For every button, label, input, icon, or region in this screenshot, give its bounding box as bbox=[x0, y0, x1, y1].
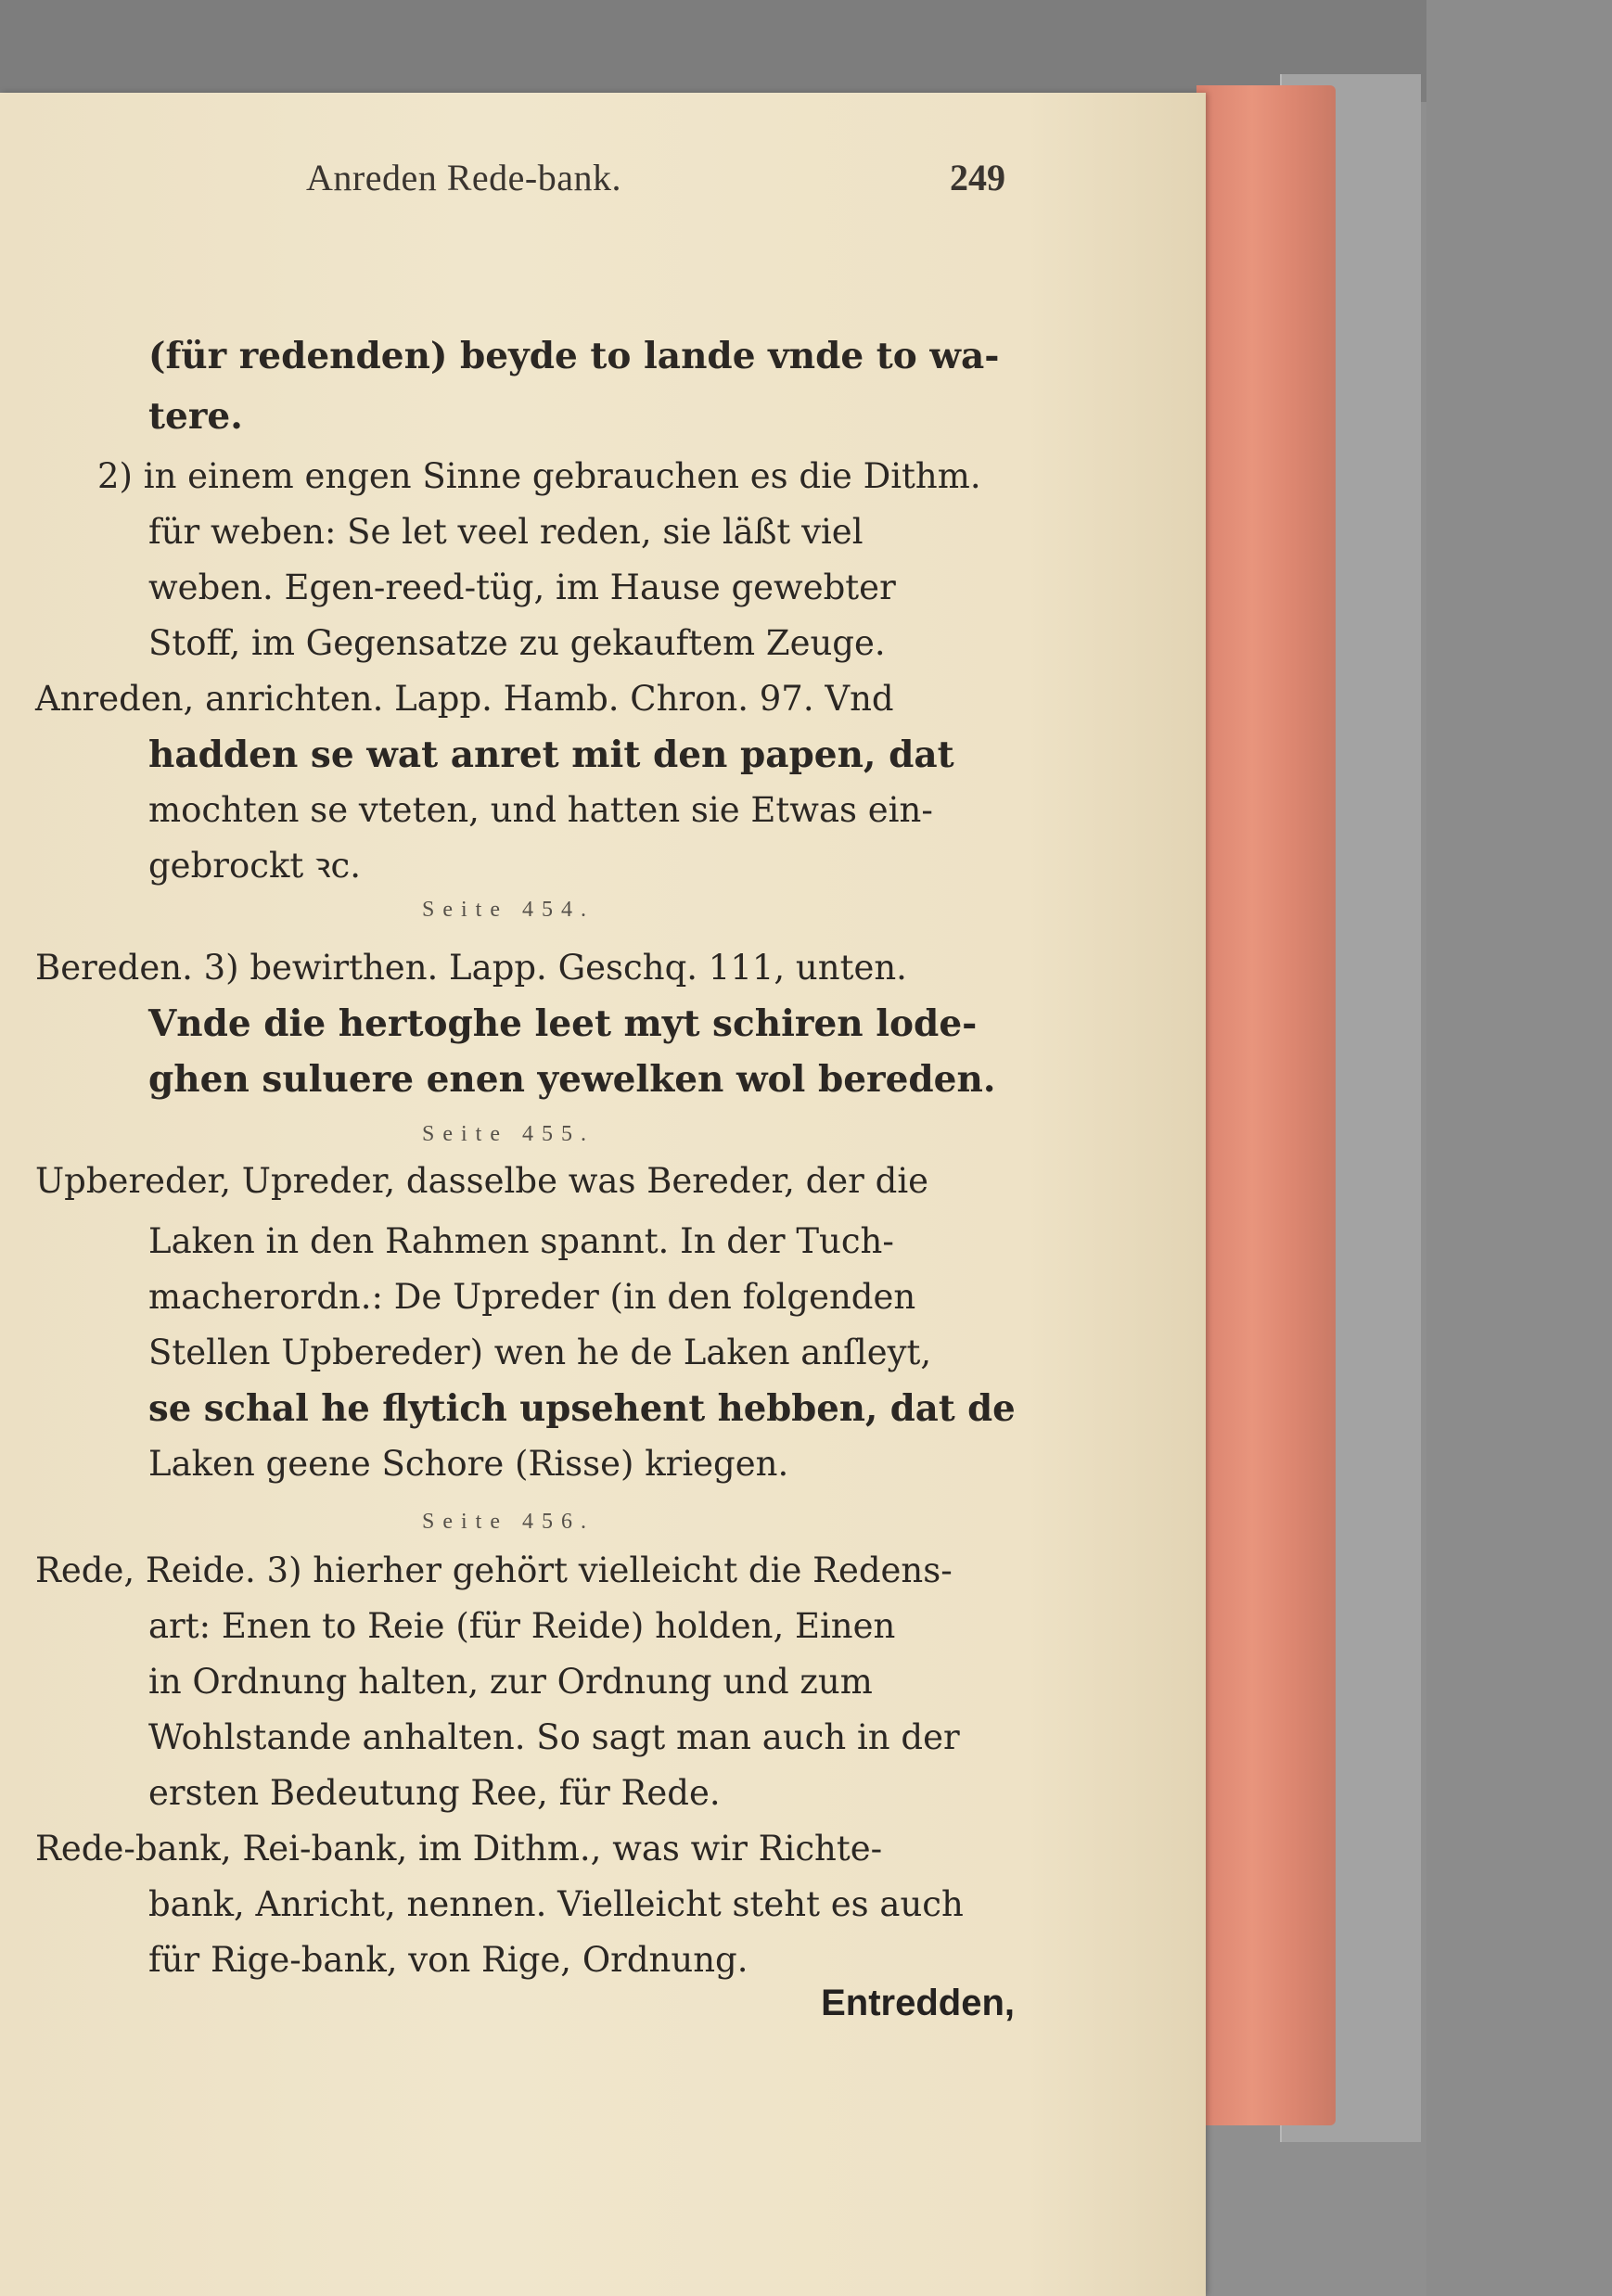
text-line: Rede, Reide. 3) hierher gehört vielleicht die Redens- bbox=[35, 1550, 953, 1590]
text-line: Stellen Upbereder) wen he de Laken anſleyt, bbox=[148, 1333, 932, 1372]
text-line: gebrockt ꝛc. bbox=[148, 846, 362, 886]
text-line: für weben: Se let veel reden, sie läßt viel bbox=[148, 512, 864, 552]
page-reference: Seite 454. bbox=[422, 898, 595, 922]
text-line: macherordn.: De Upreder (in den folgenden bbox=[148, 1277, 916, 1317]
text-line: ghen suluere enen yewelken wol bereden. bbox=[148, 1058, 996, 1101]
text-line: ersten Bedeutung Ree, für Rede. bbox=[148, 1773, 721, 1813]
text-line: Bereden. 3) bewirthen. Lapp. Geschq. 111, unten. bbox=[35, 948, 907, 988]
text-line: tere. bbox=[148, 395, 243, 438]
page-reference: Seite 456. bbox=[422, 1510, 595, 1534]
text-line: hadden se wat anret mit den papen, dat bbox=[148, 733, 954, 776]
catchword: Entredden, bbox=[821, 1983, 1015, 2023]
text-line: Wohlstande anhalten. So sagt man auch in der bbox=[148, 1717, 960, 1757]
text-line: Rede-bank, Rei-bank, im Dithm., was wir Richte- bbox=[35, 1829, 883, 1869]
text-line: bank, Anricht, nennen. Vielleicht steht es auch bbox=[148, 1884, 964, 1924]
page-edge-red bbox=[1196, 85, 1336, 2125]
running-header bbox=[306, 156, 1011, 211]
text-line: (für redenden) beyde to lande vnde to wa- bbox=[148, 335, 1000, 377]
text-line: Laken in den Rahmen spannt. In der Tuch- bbox=[148, 1221, 894, 1261]
text-line: für Rige-bank, von Rige, Ordnung. bbox=[148, 1940, 748, 1980]
page-reference: Seite 455. bbox=[422, 1122, 595, 1146]
text-line: Stoff, im Gegensatze zu gekauftem Zeuge. bbox=[148, 623, 886, 663]
text-line: art: Enen to Reie (für Reide) holden, Einen bbox=[148, 1606, 896, 1646]
text-line: 2) in einem engen Sinne gebrauchen es die Dithm. bbox=[97, 456, 981, 496]
page-number: 249 bbox=[950, 157, 1005, 198]
text-line: weben. Egen-reed-tüg, im Hause gewebter bbox=[148, 568, 896, 607]
text-line: Vnde die hertoghe leet myt schiren lode- bbox=[148, 1002, 978, 1045]
text-line: se schal he flytich upsehent hebben, dat de bbox=[148, 1387, 1016, 1430]
text-line: mochten se vteten, und hatten sie Etwas ein- bbox=[148, 790, 933, 830]
text-line: Laken geene Schore (Risse) kriegen. bbox=[148, 1444, 789, 1484]
text-line: Anreden, anrichten. Lapp. Hamb. Chron. 97. Vnd bbox=[35, 679, 894, 719]
background-right bbox=[1426, 0, 1612, 2296]
text-line: in Ordnung halten, zur Ordnung und zum bbox=[148, 1662, 873, 1702]
text-line: Upbereder, Upreder, dasselbe was Bereder, der die bbox=[35, 1161, 929, 1201]
header-title: Anreden Rede-bank. bbox=[306, 157, 621, 198]
